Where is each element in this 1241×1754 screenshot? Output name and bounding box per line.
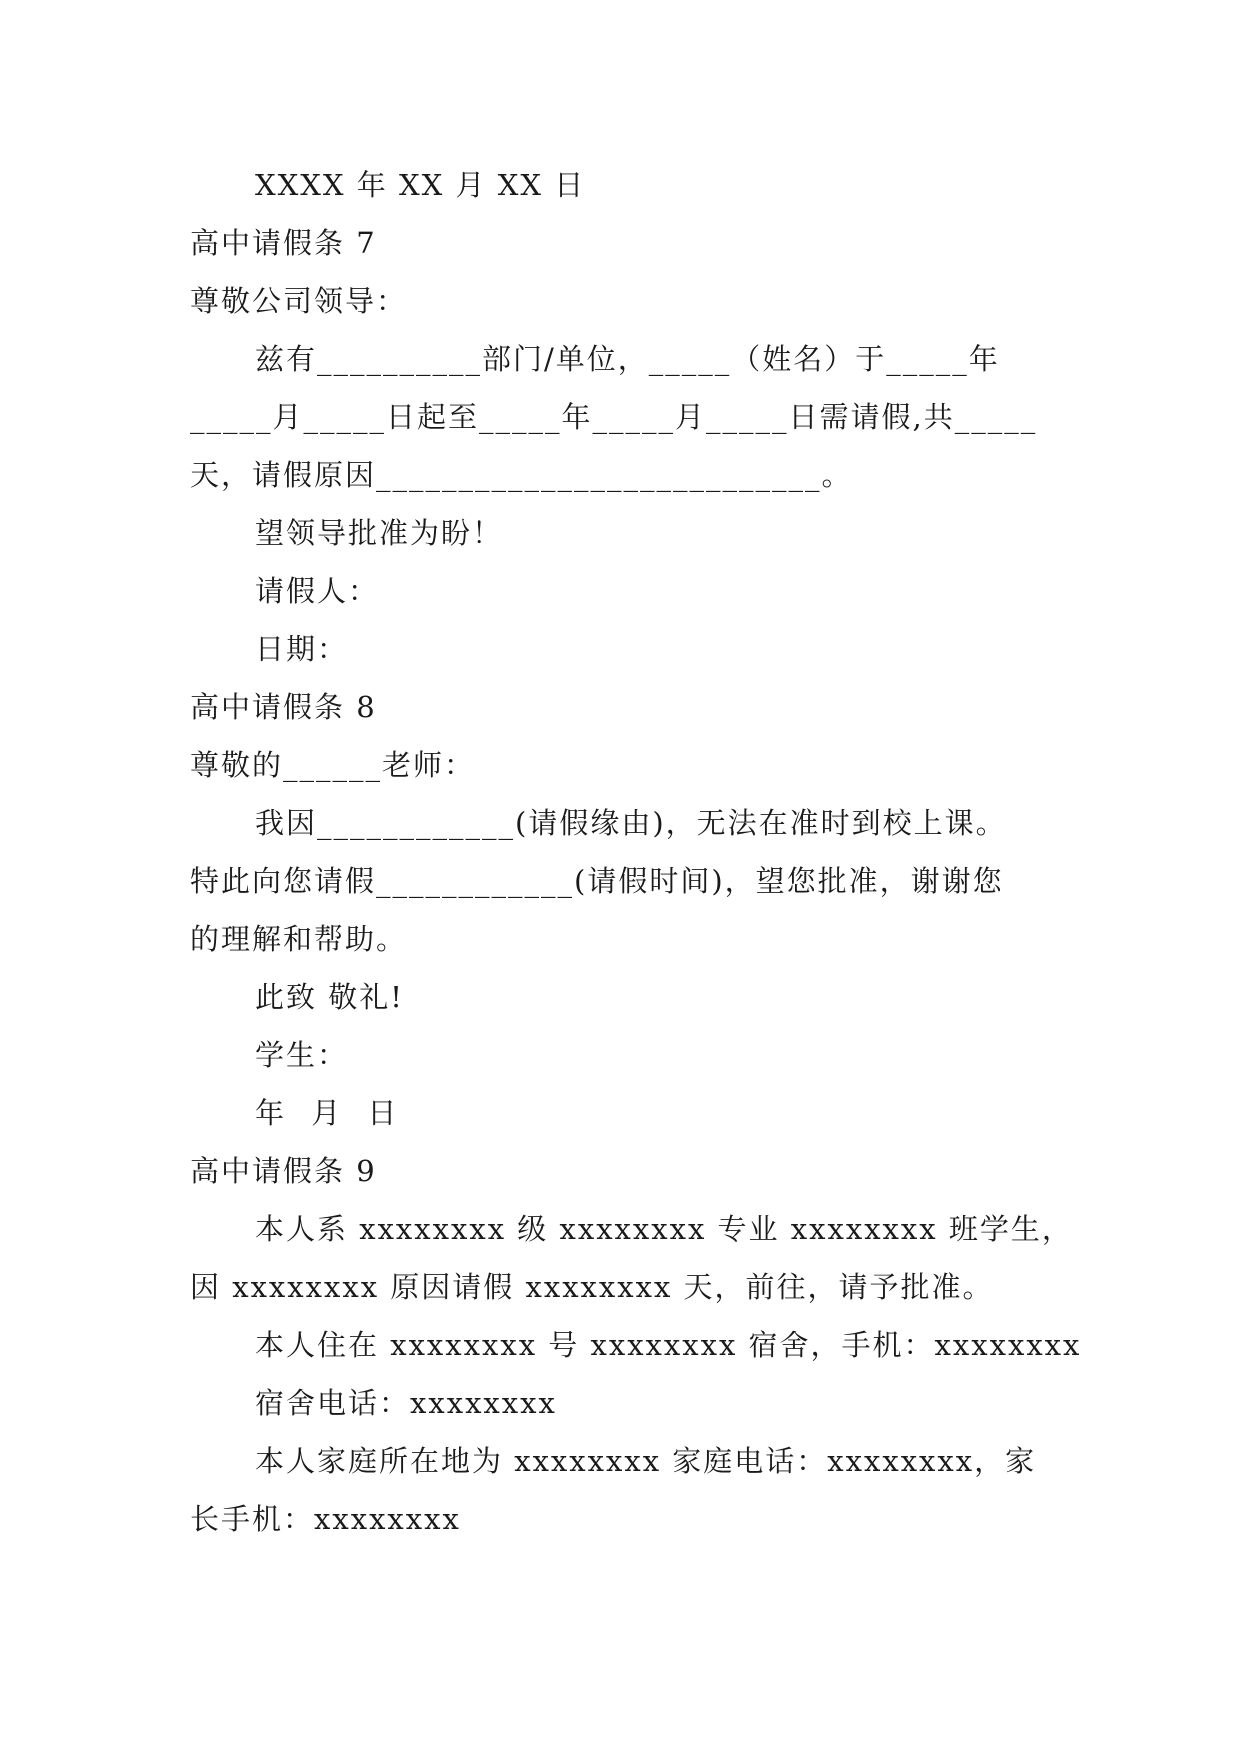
section-8-salutation: 尊敬的______老师：	[190, 748, 476, 782]
section-9-home-line-2: 长手机：xxxxxxxx	[190, 1502, 461, 1536]
section-8-body-line-2: 特此向您请假____________(请假时间)，望您批准，谢谢您	[190, 864, 1004, 898]
section-7-heading: 高中请假条 7	[190, 226, 377, 260]
section-8-body-line-3: 的理解和帮助。	[190, 922, 408, 956]
date-line: XXXX 年 XX 月 XX 日	[255, 168, 586, 202]
section-8-closing: 此致 敬礼!	[255, 980, 404, 1014]
section-9-dorm-phone: 宿舍电话：xxxxxxxx	[255, 1386, 557, 1420]
section-8-body-line-1: 我因____________(请假缘由)，无法在准时到校上课。	[255, 806, 1007, 840]
section-9-heading: 高中请假条 9	[190, 1154, 377, 1188]
section-7-body-line-3: 天，请假原因___________________________。	[190, 458, 853, 492]
section-8-date: 年 月 日	[255, 1096, 399, 1130]
section-7-applicant: 请假人：	[255, 574, 380, 608]
section-7-request: 望领导批准为盼！	[255, 516, 504, 550]
section-7-body-line-2: _____月_____日起至_____年_____月_____日需请假,共_____	[190, 400, 1038, 434]
section-9-body-line-1: 本人系 xxxxxxxx 级 xxxxxxxx 专业 xxxxxxxx 班学生，	[255, 1212, 1073, 1246]
section-7-body-line-1: 兹有__________部门/单位，_____（姓名）于_____年	[255, 342, 1000, 376]
section-8-heading: 高中请假条 8	[190, 690, 377, 724]
section-9-residence: 本人住在 xxxxxxxx 号 xxxxxxxx 宿舍，手机：xxxxxxxx	[255, 1328, 1082, 1362]
section-7-salutation: 尊敬公司领导：	[190, 284, 408, 318]
section-8-student: 学生：	[255, 1038, 349, 1072]
section-9-home-line-1: 本人家庭所在地为 xxxxxxxx 家庭电话：xxxxxxxx，家	[255, 1444, 1037, 1478]
section-9-body-line-2: 因 xxxxxxxx 原因请假 xxxxxxxx 天，前往，请予批准。	[190, 1270, 994, 1304]
section-7-date: 日期：	[255, 632, 349, 666]
